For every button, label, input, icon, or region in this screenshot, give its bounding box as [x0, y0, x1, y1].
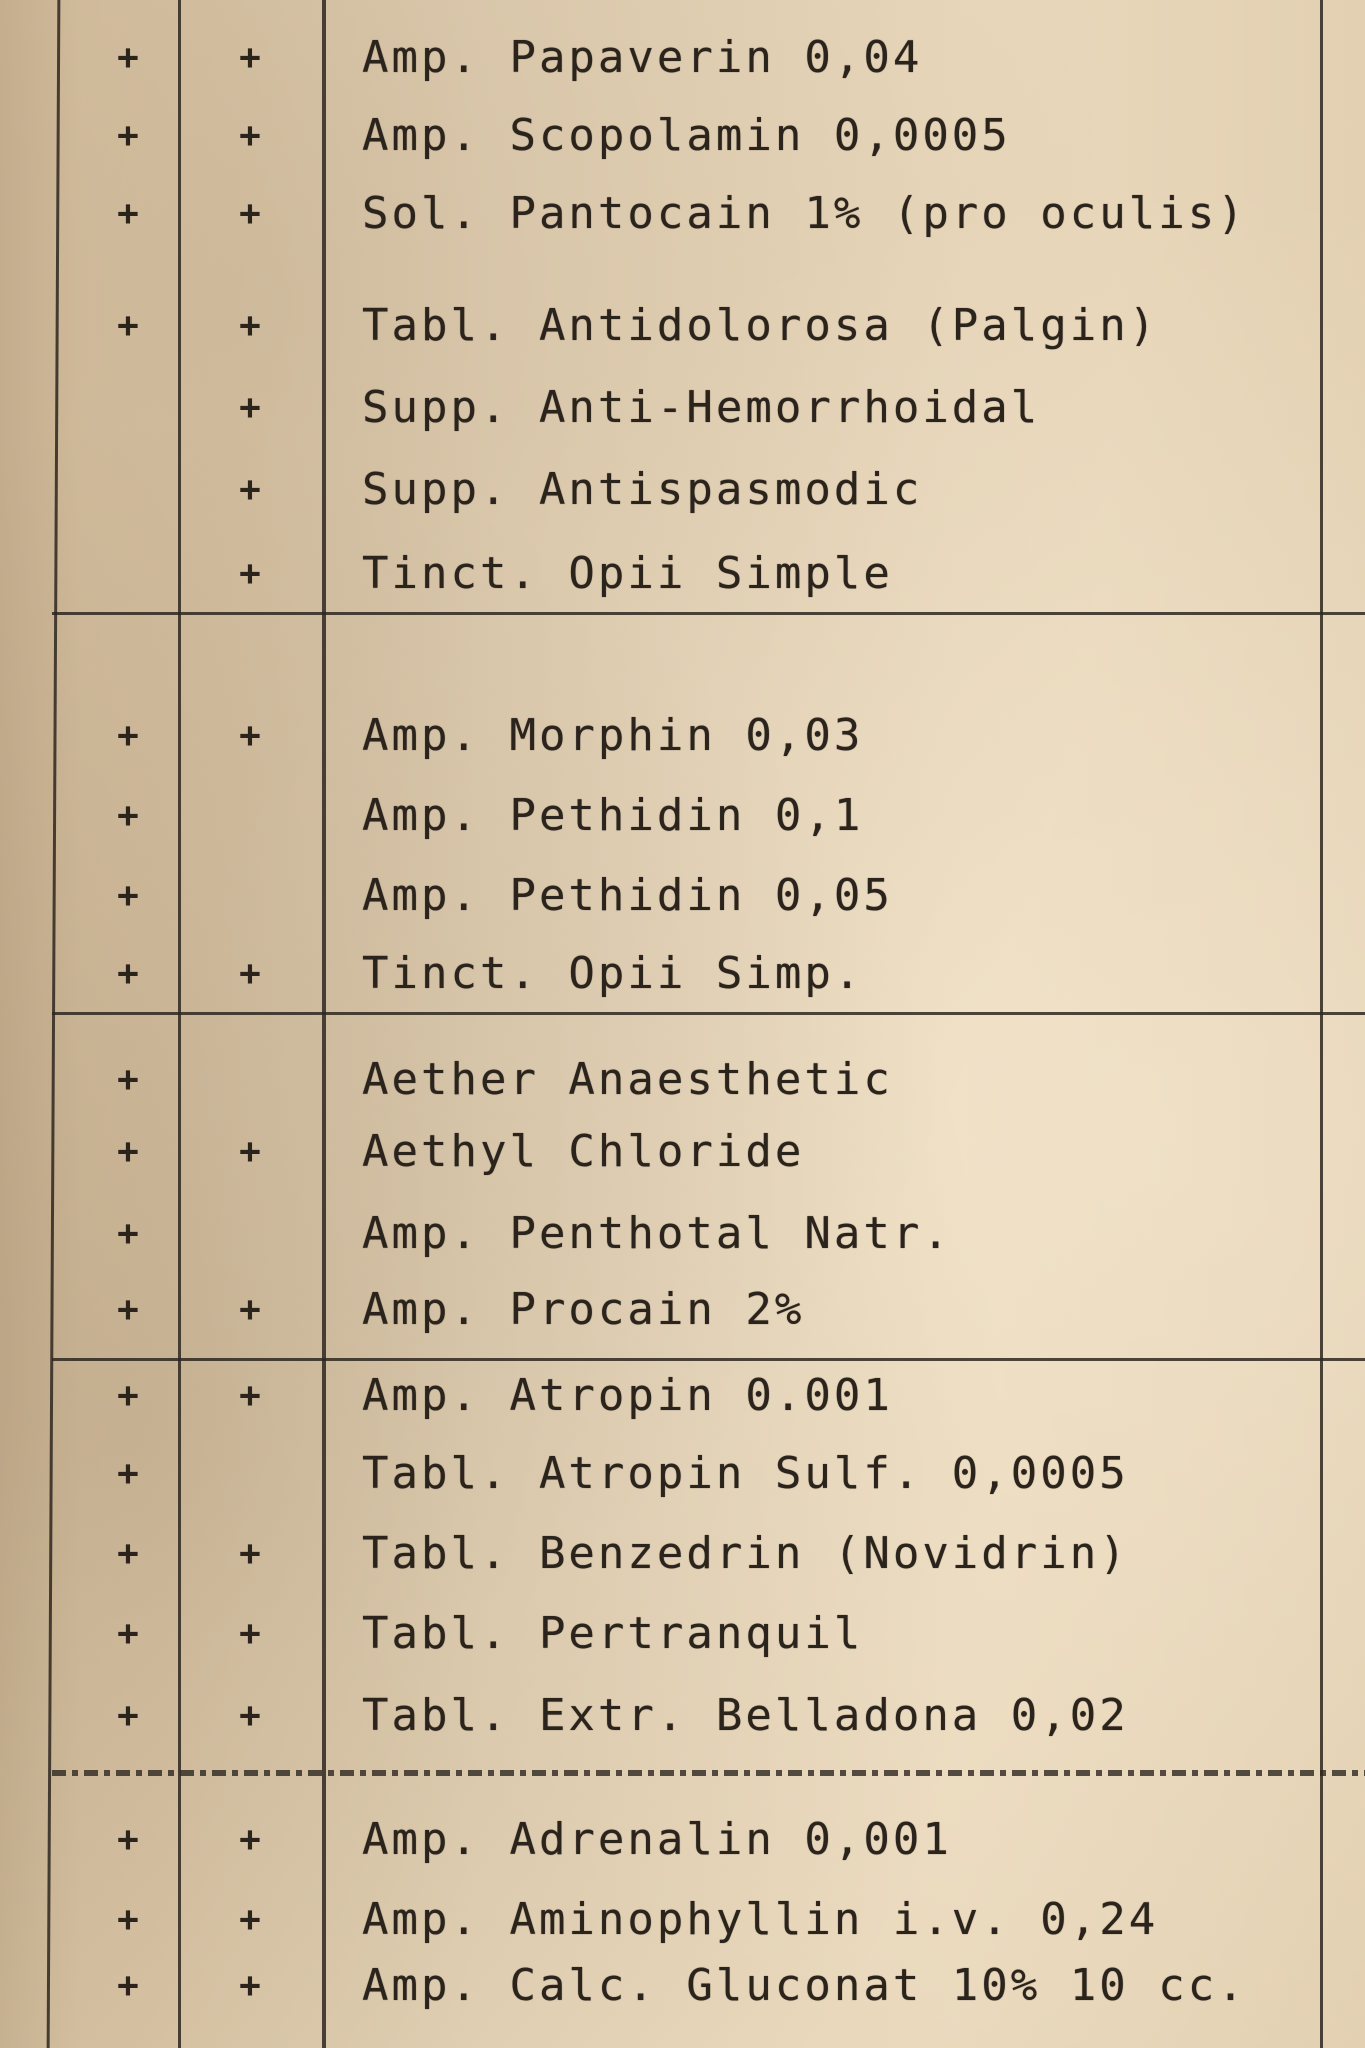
group-separator	[52, 1012, 1365, 1015]
item-name: Supp. Anti-Hemorrhoidal	[362, 382, 1041, 433]
mark-col1: +	[117, 1899, 139, 1940]
mark-col1: +	[117, 1059, 139, 1100]
item-name: Tabl. Pertranquil	[362, 1608, 864, 1659]
mark-col1: +	[117, 115, 139, 156]
item-name: Amp. Penthotal Natr.	[362, 1208, 952, 1259]
mark-col1: +	[117, 1213, 139, 1254]
mark-col1: +	[117, 193, 139, 234]
mark-col1: +	[117, 37, 139, 78]
table-row	[0, 1686, 1365, 1746]
item-name: Supp. Antispasmodic	[362, 464, 923, 515]
mark-col2: +	[239, 1899, 261, 1940]
mark-col1: +	[117, 305, 139, 346]
mark-col1: +	[117, 1453, 139, 1494]
table-row	[0, 378, 1365, 438]
table-row	[0, 1204, 1365, 1264]
table-row	[0, 184, 1365, 244]
item-name: Sol. Pantocain 1% (pro oculis)	[362, 188, 1247, 239]
mark-col2: +	[239, 1533, 261, 1574]
table-row	[0, 296, 1365, 356]
item-name: Tinct. Opii Simp.	[362, 948, 864, 999]
item-name: Amp. Morphin 0,03	[362, 710, 864, 761]
item-name: Amp. Papaverin 0,04	[362, 32, 923, 83]
item-name: Amp. Pethidin 0,05	[362, 870, 893, 921]
table-row	[0, 1050, 1365, 1110]
table-row	[0, 28, 1365, 88]
table-row	[0, 1956, 1365, 2016]
item-name: Amp. Procain 2%	[362, 1284, 805, 1335]
mark-col1: +	[117, 1131, 139, 1172]
mark-col1: +	[117, 1819, 139, 1860]
item-name: Aether Anaesthetic	[362, 1054, 893, 1105]
group-separator-dashed	[52, 1770, 1365, 1776]
table-row	[0, 1122, 1365, 1182]
table-row	[0, 106, 1365, 166]
mark-col1: +	[117, 953, 139, 994]
table-row	[0, 1444, 1365, 1504]
table-row	[0, 706, 1365, 766]
table-row	[0, 1604, 1365, 1664]
mark-col1: +	[117, 795, 139, 836]
item-name: Tinct. Opii Simple	[362, 548, 893, 599]
table-row	[0, 1524, 1365, 1584]
mark-col2: +	[239, 469, 261, 510]
item-name: Amp. Aminophyllin i.v. 0,24	[362, 1894, 1159, 1945]
mark-col2: +	[239, 387, 261, 428]
group-separator	[52, 1358, 1365, 1361]
mark-col2: +	[239, 1375, 261, 1416]
mark-col2: +	[239, 1613, 261, 1654]
table-row	[0, 544, 1365, 604]
table-row	[0, 944, 1365, 1004]
mark-col1: +	[117, 875, 139, 916]
item-name: Tabl. Atropin Sulf. 0,0005	[362, 1448, 1129, 1499]
mark-col1: +	[117, 1533, 139, 1574]
item-name: Amp. Adrenalin 0,001	[362, 1814, 952, 1865]
group-separator	[52, 612, 1365, 615]
mark-col2: +	[239, 305, 261, 346]
mark-col2: +	[239, 1965, 261, 2006]
table-row	[0, 786, 1365, 846]
mark-col1: +	[117, 1289, 139, 1330]
item-name: Tabl. Extr. Belladona 0,02	[362, 1690, 1129, 1741]
item-name: Tabl. Benzedrin (Novidrin)	[362, 1528, 1129, 1579]
mark-col2: +	[239, 1819, 261, 1860]
mark-col2: +	[239, 1131, 261, 1172]
item-name: Amp. Pethidin 0,1	[362, 790, 864, 841]
mark-col2: +	[239, 193, 261, 234]
mark-col2: +	[239, 553, 261, 594]
table-row	[0, 1810, 1365, 1870]
item-name: Amp. Scopolamin 0,0005	[362, 110, 1011, 161]
item-name: Aethyl Chloride	[362, 1126, 805, 1177]
item-name: Amp. Calc. Gluconat 10% 10 cc.	[362, 1960, 1247, 2011]
table-row	[0, 1366, 1365, 1426]
mark-col1: +	[117, 1965, 139, 2006]
table-row	[0, 1280, 1365, 1340]
table-row	[0, 460, 1365, 520]
mark-col2: +	[239, 1695, 261, 1736]
mark-col2: +	[239, 115, 261, 156]
item-name: Tabl. Antidolorosa (Palgin)	[362, 300, 1159, 351]
table-row	[0, 1890, 1365, 1950]
mark-col1: +	[117, 1695, 139, 1736]
mark-col1: +	[117, 1613, 139, 1654]
mark-col1: +	[117, 1375, 139, 1416]
mark-col1: +	[117, 715, 139, 756]
mark-col2: +	[239, 1289, 261, 1330]
mark-col2: +	[239, 715, 261, 756]
mark-col2: +	[239, 953, 261, 994]
mark-col2: +	[239, 37, 261, 78]
item-name: Amp. Atropin 0.001	[362, 1370, 893, 1421]
table-row	[0, 866, 1365, 926]
